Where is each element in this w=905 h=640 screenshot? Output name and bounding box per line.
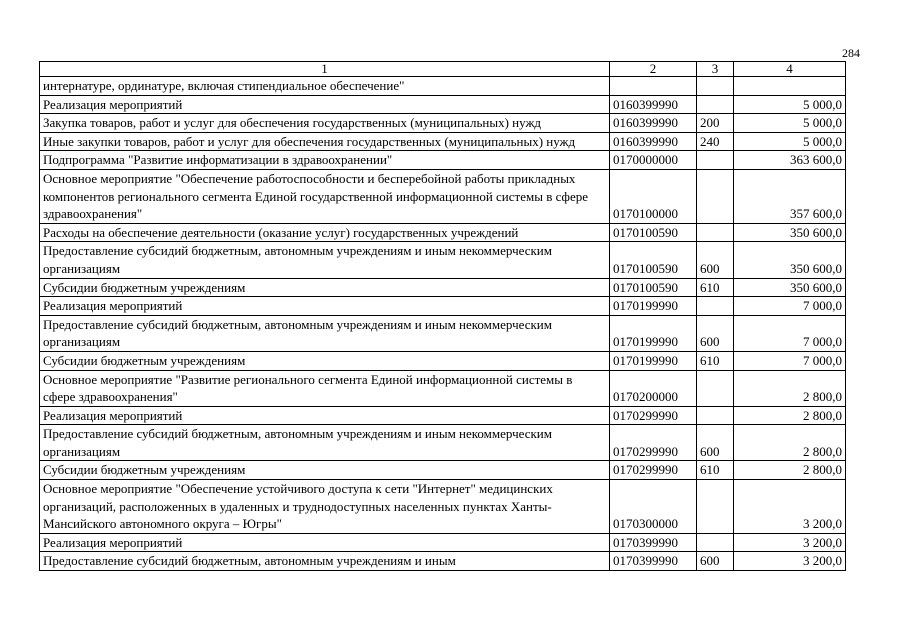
cell-code: 0170300000 [610,480,697,534]
cell-type [697,95,734,114]
cell-amount: 350 600,0 [734,278,846,297]
cell-name: Иные закупки товаров, работ и услуг для обеспечения государственных (муниципальных) нужд [40,132,610,151]
cell-name: Предоставление субсидий бюджетным, автономным учреждениям и иным некоммерческим организациям [40,242,610,278]
cell-name: Реализация мероприятий [40,95,610,114]
cell-name: Реализация мероприятий [40,406,610,425]
cell-type [697,533,734,552]
cell-code: 0170199990 [610,297,697,316]
cell-type: 610 [697,278,734,297]
column-header-2: 2 [610,62,697,77]
cell-code: 0170100590 [610,242,697,278]
cell-amount: 3 200,0 [734,480,846,534]
cell-code: 0170100590 [610,278,697,297]
table-row [40,351,846,370]
cell-code: 0170299990 [610,461,697,480]
cell-amount: 3 200,0 [734,533,846,552]
table-row [40,169,846,223]
cell-code [610,77,697,96]
cell-type [697,370,734,406]
cell-code: 0170399990 [610,552,697,571]
table-row [40,223,846,242]
cell-type [697,406,734,425]
cell-name: Субсидии бюджетным учреждениям [40,278,610,297]
cell-name: Основное мероприятие "Обеспечение устойчивого доступа к сети "Интернет" медицинских организаций, расположенных в удаленных и труднодоступных населенных пунктах Ханты-Мансийского автономного округа – Югры" [40,480,610,534]
table-row [40,114,846,133]
cell-amount: 357 600,0 [734,169,846,223]
cell-name: Реализация мероприятий [40,533,610,552]
cell-type: 200 [697,114,734,133]
table-row [40,406,846,425]
table-body [40,77,846,571]
cell-amount: 5 000,0 [734,95,846,114]
cell-name: Закупка товаров, работ и услуг для обеспечения государственных (муниципальных) нужд [40,114,610,133]
cell-amount: 7 000,0 [734,297,846,316]
header-row [40,62,846,77]
cell-type: 600 [697,315,734,351]
cell-code: 0160399990 [610,114,697,133]
cell-type: 240 [697,132,734,151]
cell-type: 610 [697,461,734,480]
cell-name: Основное мероприятие "Обеспечение работоспособности и бесперебойной работы прикладных компонентов регионального сегмента Единой государственной информационной системы в сфере здравоохранения" [40,169,610,223]
cell-type: 600 [697,242,734,278]
cell-amount: 350 600,0 [734,223,846,242]
cell-amount: 5 000,0 [734,114,846,133]
cell-code: 0170100590 [610,223,697,242]
cell-amount: 2 800,0 [734,406,846,425]
cell-type: 600 [697,425,734,461]
column-header-3: 3 [697,62,734,77]
table-row [40,278,846,297]
column-header-1: 1 [40,62,610,77]
table-row [40,552,846,571]
cell-type: 600 [697,552,734,571]
cell-name: Основное мероприятие "Развитие регионального сегмента Единой информационной системы в сфере здравоохранения" [40,370,610,406]
cell-type [697,169,734,223]
table-row [40,370,846,406]
cell-name: Предоставление субсидий бюджетным, автономным учреждениям и иным некоммерческим организациям [40,425,610,461]
cell-name: Расходы на обеспечение деятельности (оказание услуг) государственных учреждений [40,223,610,242]
cell-amount: 2 800,0 [734,425,846,461]
table-row [40,132,846,151]
page-number: 284 [842,46,860,60]
table-row [40,95,846,114]
cell-name: Субсидии бюджетным учреждениям [40,351,610,370]
table-row [40,242,846,278]
cell-type [697,151,734,170]
cell-name: Подпрограмма "Развитие информатизации в здравоохранении" [40,151,610,170]
cell-code: 0160399990 [610,132,697,151]
cell-amount: 363 600,0 [734,151,846,170]
cell-amount: 5 000,0 [734,132,846,151]
cell-amount: 2 800,0 [734,370,846,406]
cell-name: Предоставление субсидий бюджетным, автономным учреждениям и иным [40,552,610,571]
cell-code: 0170199990 [610,315,697,351]
table-row [40,151,846,170]
cell-type [697,77,734,96]
cell-code: 0170000000 [610,151,697,170]
cell-code: 0170299990 [610,425,697,461]
table-row [40,533,846,552]
table-row [40,461,846,480]
table-row [40,425,846,461]
cell-code: 0170200000 [610,370,697,406]
cell-amount: 7 000,0 [734,315,846,351]
cell-name: Предоставление субсидий бюджетным, автономным учреждениям и иным некоммерческим организациям [40,315,610,351]
column-header-4: 4 [734,62,846,77]
cell-name: Субсидии бюджетным учреждениям [40,461,610,480]
cell-name: интернатуре, ординатуре, включая стипендиальное обеспечение" [40,77,610,96]
cell-code: 0160399990 [610,95,697,114]
table-row [40,480,846,534]
cell-code: 0170399990 [610,533,697,552]
table-row [40,297,846,316]
cell-amount: 7 000,0 [734,351,846,370]
cell-code: 0170199990 [610,351,697,370]
cell-type [697,223,734,242]
cell-code: 0170100000 [610,169,697,223]
cell-amount [734,77,846,96]
cell-type: 610 [697,351,734,370]
cell-amount: 350 600,0 [734,242,846,278]
cell-type [697,480,734,534]
cell-amount: 3 200,0 [734,552,846,571]
cell-type [697,297,734,316]
table-row [40,77,846,96]
cell-amount: 2 800,0 [734,461,846,480]
cell-code: 0170299990 [610,406,697,425]
budget-table [39,61,846,571]
table-row [40,315,846,351]
cell-name: Реализация мероприятий [40,297,610,316]
